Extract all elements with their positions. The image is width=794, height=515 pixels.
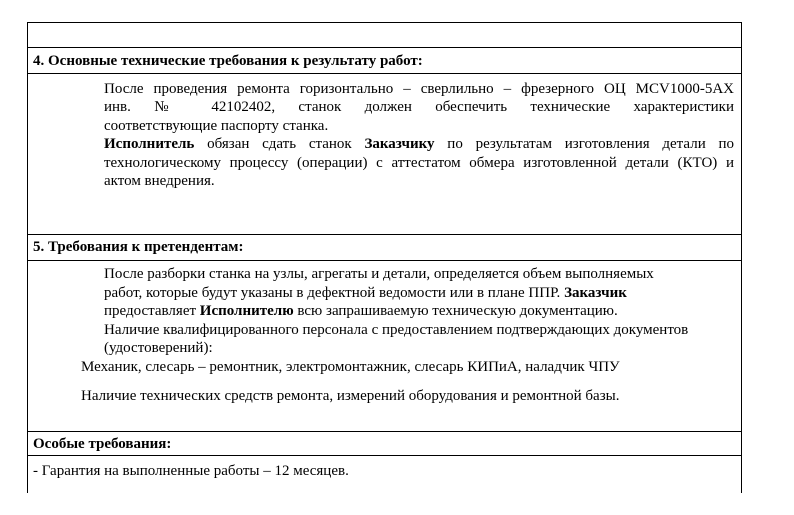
customer-term: Заказчик (564, 284, 627, 301)
section-4-text (104, 80, 734, 190)
text-line: технологическому процессу (операции) с аттестатом обмера изготовленной детали (КТО) и (104, 154, 734, 171)
special-requirements-heading: Особые требования: (33, 436, 172, 452)
text-line: соответствующие паспорту станка. (104, 117, 329, 134)
section-5-text (104, 265, 734, 358)
text-line: предоставляет Исполнителю всю запрашиваемую техническую документацию. (104, 303, 618, 320)
text-line: После разборки станка на узлы, агрегаты и детали, определяется объем выполняемых (104, 266, 654, 282)
text-line: После проведения ремонта горизонтально – сверлильно – фрезерного ОЦ MCV1000-5AX (104, 81, 734, 97)
text-line: работ, которые будут указаны в дефектной ведомости или в плане ППР. Заказчик (104, 284, 627, 301)
text-line: Исполнитель обязан сдать станок Заказчику по результатам изготовления детали по (104, 136, 734, 153)
customer-term: Заказчику (364, 136, 435, 153)
row-divider (28, 73, 741, 74)
contractor-term: Исполнитель (104, 136, 195, 153)
row-divider (28, 260, 741, 261)
section-5-heading: 5. Требования к претендентам: (33, 239, 244, 255)
requirements-table (27, 22, 742, 493)
row-divider (28, 47, 741, 48)
text-line: Наличие квалифицированного персонала с предоставлением подтверждающих документов (104, 321, 689, 338)
text-line: инв. № 42102402, станок должен обеспечить технические характеристики (104, 99, 734, 116)
personnel-list: Механик, слесарь – ремонтник, электромонтажник, слесарь КИПиА, наладчик ЧПУ (81, 359, 620, 375)
contractor-term: Исполнителю (199, 303, 294, 320)
equipment-requirement: Наличие технических средств ремонта, измерений оборудования и ремонтной базы. (81, 388, 620, 404)
text-line: (удостоверений): (104, 340, 213, 357)
text-line: актом внедрения. (104, 173, 215, 190)
row-divider (28, 431, 741, 432)
row-divider (28, 234, 741, 235)
row-divider (28, 455, 741, 456)
warranty-text: - Гарантия на выполненные работы – 12 месяцев. (33, 463, 349, 479)
section-4-heading: 4. Основные технические требования к результату работ: (33, 53, 423, 69)
